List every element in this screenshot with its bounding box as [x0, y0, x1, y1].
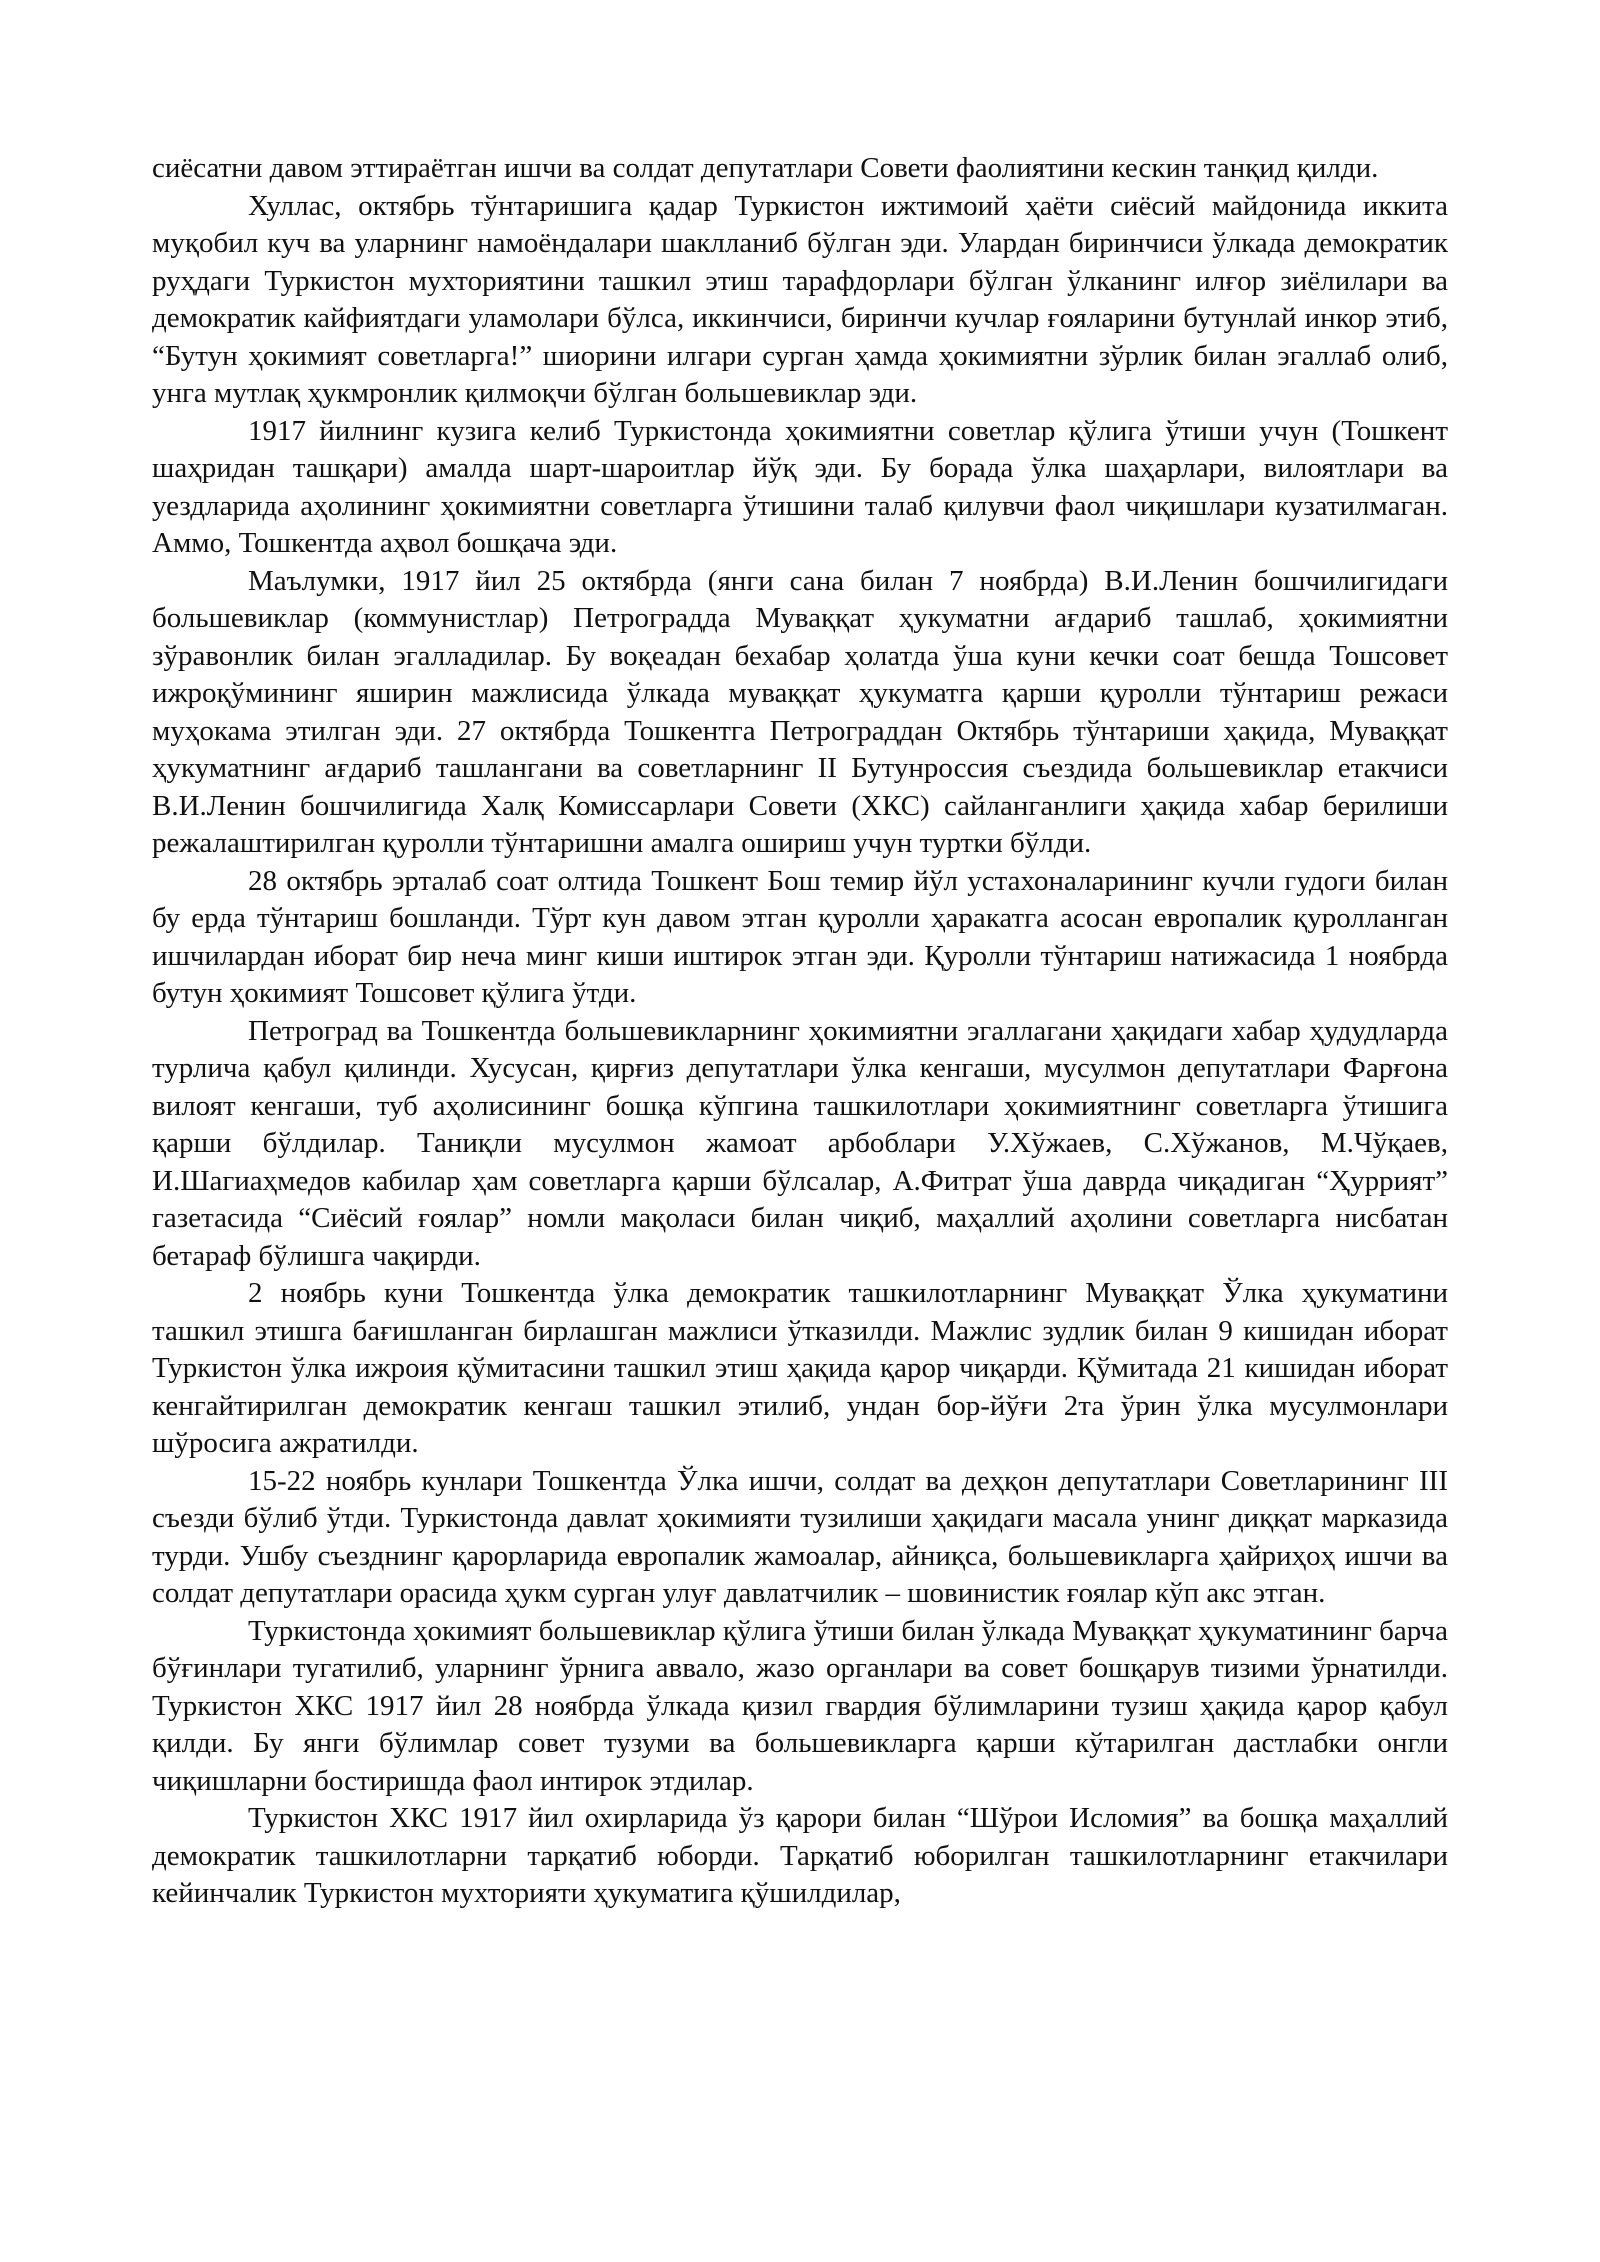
paragraph-3: 1917 йилнинг кузига келиб Туркистонда ҳокимиятни советлар қўлига ўтиши учун (Тошкент шаҳридан ташқари) амалда шарт-шароитлар йўқ эди. Бу борада ўлка шаҳарлари, вилоятлари ва уездларида аҳолининг ҳокимиятни советларга ўтишини талаб қилувчи фаол чиқишлари кузатилмаган. Аммо, Тошкентда аҳвол бошқача эди.	[152, 414, 1448, 559]
paragraph-2: Хуллас, октябрь тўнтаришига қадар Туркистон ижтимоий ҳаёти сиёсий майдонида иккита муқобил куч ва уларнинг намоёндалари шаклланиб бўлган эди. Улардан биринчиси ўлкада демократик руҳдаги Туркистон мухториятини ташкил этиш тарафдорлари бўлган ўлканинг илғор зиёлилари ва демократик кайфиятдаги уламолари бўлса, иккинчиси, биринчи кучлар ғояларини бутунлай инкор этиб, “Бутун ҳокимият советларга!” шиорини илгари сурган ҳамда ҳокимиятни зўрлик билан эгаллаб олиб, унга мутлақ ҳукмронлик қилмоқчи бўлган большевиклар эди.	[152, 189, 1448, 409]
paragraph-4: Маълумки, 1917 йил 25 октябрда (янги сана билан 7 ноябрда) В.И.Ленин бошчилигидаги большевиклар (коммунистлар) Петроградда Муваққат ҳукуматни ағдариб ташлаб, ҳокимиятни зўравонлик билан эгалладилар. Бу воқеадан бехабар ҳолатда ўша куни кечки соат бешда Тошсовет ижроқўмининг яширин мажлисида ўлкада муваққат ҳукуматга қарши қуролли тўнтариш режаси муҳокама этилган эди. 27 октябрда Тошкентга Петрограддан Октябрь тўнтариши ҳақида, Муваққат ҳукуматнинг ағдариб ташлангани ва советларнинг II Бутунроссия съездида большевиклар етакчиси В.И.Ленин бошчилигида Халқ Комиссарлари Совети (ХКС) сайланганлиги ҳақида хабар берилиши режалаштирилган қуролли тўнтаришни амалга ошириш учун туртки бўлди.	[152, 564, 1448, 859]
document-page	[152, 150, 1448, 1913]
paragraph-7: 2 ноябрь куни Тошкентда ўлка демократик ташкилотларнинг Муваққат Ўлка ҳукуматини ташкил этишга бағишланган бирлашган мажлиси ўтказилди. Мажлис зудлик билан 9 кишидан иборат Туркистон ўлка ижроия қўмитасини ташкил этиш ҳақида қарор чиқарди. Қўмитада 21 кишидан иборат кенгайтирилган демократик кенгаш ташкил этилиб, ундан бор-йўғи 2та ўрин ўлка мусулмонлари шўросига ажратилди.	[152, 1277, 1448, 1459]
paragraph-6: Петроград ва Тошкентда большевикларнинг ҳокимиятни эгаллагани ҳақидаги хабар ҳудудларда турлича қабул қилинди. Хусусан, қирғиз депутатлари ўлка кенгаши, мусулмон депутатлари Фарғона вилоят кенгаши, туб аҳолисининг бошқа кўпгина ташкилотлари ҳокимиятнинг советларга ўтишига қарши бўлдилар. Таниқли мусулмон жамоат арбоблари У.Хўжаев, С.Хўжанов, М.Чўқаев, И.Шагиаҳмедов кабилар ҳам советларга қарши бўлсалар, А.Фитрат ўша даврда чиқадиган “Ҳуррият” газетасида “Сиёсий ғоялар” номли мақоласи билан чиқиб, маҳаллий аҳолини советларга нисбатан бетараф бўлишга чақирди.	[152, 1014, 1448, 1272]
paragraph-5: 28 октябрь эрталаб соат олтида Тошкент Бош темир йўл устахоналарининг кучли гудоги билан бу ерда тўнтариш бошланди. Тўрт кун давом этган қуролли ҳаракатга асосан европалик қуролланган ишчилардан иборат бир неча минг киши иштирок этган эди. Қуролли тўнтариш натижасида 1 ноябрда бутун ҳокимият Тошсовет қўлига ўтди.	[152, 864, 1448, 1009]
paragraph-10: Туркистон ХКС 1917 йил охирларида ўз қарори билан “Шўрои Исломия” ва бошқа маҳаллий демократик ташкилотларни тарқатиб юборди. Тарқатиб юборилган ташкилотларнинг етакчилари кейинчалик Туркистон мухторияти ҳукуматига қўшилдилар,	[152, 1802, 1448, 1909]
paragraph-1: сиёсатни давом эттираётган ишчи ва солдат депутатлари Совети фаолиятини кескин танқид қилди.	[152, 152, 1379, 184]
paragraph-9: Туркистонда ҳокимият большевиклар қўлига ўтиши билан ўлкада Муваққат ҳукуматининг барча бўғинлари тугатилиб, уларнинг ўрнига аввало, жазо органлари ва совет бошқарув тизими ўрнатилди. Туркистон ХКС 1917 йил 28 ноябрда ўлкада қизил гвардия бўлимларини тузиш ҳақида қарор қабул қилди. Бу янги бўлимлар совет тузуми ва большевикларга қарши кўтарилган дастлабки онгли чиқишларни бостиришда фаол интирок этдилар.	[152, 1614, 1448, 1797]
paragraph-8: 15-22 ноябрь кунлари Тошкентда Ўлка ишчи, солдат ва деҳқон депутатлари Советларининг III съезди бўлиб ўтди. Туркистонда давлат ҳокимияти тузилиши ҳақидаги масала унинг диққат марказида турди. Ушбу съезднинг қарорларида европалик жамоалар, айниқса, большевикларга ҳайриҳоҳ ишчи ва солдат депутатлари орасида ҳукм сурган улуғ давлатчилик – шовинистик ғоялар кўп акс этган.	[152, 1464, 1448, 1609]
